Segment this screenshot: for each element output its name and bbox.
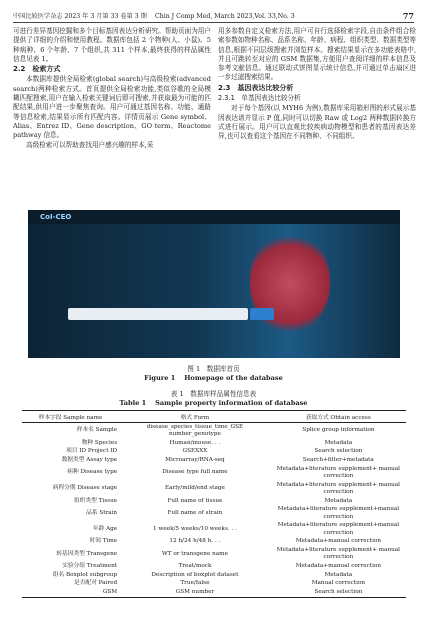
table-cell: Metadata+literature supplement+ manual correction [276, 465, 400, 479]
figure-hero [28, 224, 400, 358]
table-cell: WT or transgene name [161, 550, 228, 557]
table-cell: 病程分期 Disease stage [52, 485, 118, 492]
table-cell: Search selection [271, 588, 406, 597]
table-row [22, 580, 406, 589]
table-cell: GSEXXX [182, 448, 208, 455]
figure-caption-cn: 图 1 数据库首页 [187, 365, 240, 373]
table-cell: 组织类型 Tissue [74, 497, 118, 504]
header-rule [13, 22, 414, 23]
table-cell: 病种 Disease type [67, 469, 118, 476]
table-cell: Early/mild/end stage [164, 485, 225, 492]
table-row [22, 562, 406, 571]
database-logo: CoI-CEO [40, 213, 72, 221]
table-cell: Full name of strain [167, 509, 223, 516]
table-cell: Human/mouse. . . [169, 439, 221, 446]
table-row [22, 448, 406, 457]
table-cell: 组名 Boxplot subgroup [52, 571, 118, 578]
table-row [22, 481, 406, 497]
table-cell: GSM [22, 588, 119, 597]
figure-topbar [28, 210, 400, 224]
table-cell: Metadata+literature supplement+ manual correction [276, 546, 400, 561]
figure-caption [0, 365, 427, 383]
table-row [22, 456, 406, 465]
table-cell: 实验分组 Treatment [62, 562, 118, 569]
paragraph: 可进行差异基因挖掘和多个目标基因表达分析研究。帮助页面为用户提供了详细的介绍和使用教程。数据库包括 2 个物种(人、小鼠)、5 种病种、6 个年龄、7 个组织,共 311 个样本,最终获得的样品属性信息见表 1。 [13, 27, 211, 63]
table-cell: Metadata [324, 497, 353, 504]
paragraph: 高级检索可以帮助查找用户感兴趣的样本,采 [26, 140, 154, 149]
table-cell: 样本名 Sample [76, 427, 118, 434]
section-heading: 2.3 基因表达比较分析 [218, 83, 294, 92]
left-column [13, 27, 211, 150]
table-header-row [22, 411, 406, 423]
figure-search-button [250, 308, 274, 320]
table-body [22, 423, 406, 598]
sample-property-table [22, 410, 406, 598]
table-cell: Metadata [324, 571, 353, 578]
table-row [22, 465, 406, 481]
table-cell: GSM number [119, 588, 271, 597]
table-cell: Metadata+manual correction [295, 562, 381, 569]
table-cell: 转基因类型 Transgene [56, 550, 118, 557]
running-header [13, 10, 414, 21]
table-cell: Search selection [314, 448, 363, 455]
table-cell: disease_species_tissue_time_GSE number_genotype [146, 423, 244, 437]
figure-search-bar [68, 308, 248, 320]
table-cell: Manual correction [311, 580, 366, 587]
table-cell: Metadata [324, 439, 353, 446]
table-cell: Metadata+manual correction [295, 538, 381, 545]
table-cell: 物种 Species [81, 439, 118, 446]
table-cell: 是否配对 Paired [74, 580, 118, 587]
table-cell: Full name of tissue [167, 497, 223, 504]
subsection-heading: 2.3.1 单基因表达比较分析 [218, 94, 301, 103]
table-cell: 1 week/5 weeks/10 weeks. . . [153, 525, 237, 532]
paragraph: 用多参数自定义检索方法,用户可自行选择检索字段,自由条件组合检索参数如物种名称、品系名称、年龄、病程、组织类型、数据类型等信息,根据不同层级搜索并浏览样本。搜索结果显示在多功能表格中,并且可跳转至对应的 GSM 数据集,方便用户查阅详细的样本信息及参考文献信息。通过联动式饼图显示统计信息,并可通过单击扇区进一步过滤搜索结果。 [218, 27, 416, 82]
table-cell: Metadata+literature supplement+manual correction [277, 522, 400, 536]
journal-info: 中国比较医学杂志 2023 年 3 月第 33 卷第 3 期 Chin J Comp Med, March 2023,Vol. 33,No. 3 [13, 13, 295, 20]
figure-caption-en: Figure 1 Homepage of the database [144, 374, 283, 382]
table-cell: Description of boxplot dataset [151, 571, 239, 578]
table-cell: Disease type full name [162, 469, 228, 476]
column-header: 获取方式 Obtain access [271, 411, 406, 423]
table-caption-en: Table 1 Sample property information of database [119, 399, 308, 407]
section-heading: 2.2 检索方式 [13, 65, 61, 74]
right-column [218, 27, 416, 142]
table-cell: Metadata+literature supplement+manual correction [277, 506, 400, 520]
paragraph: 对于每个基因(以 MYH6 为例),数据库采用箱形图的形式展示基因表达谱并显示 P 值,同时可以切换 Raw 或 Log2 两种数据转换方式进行展示。用户可以直观比较疾病动物模型和患者的基因表达差异,也可以查看这个基因在不同物种、不同组织、 [218, 104, 416, 141]
table-cell: Microarray/RNA-seq [165, 457, 225, 463]
table-caption [0, 390, 427, 408]
table-cell: 数据类型 Assay type [61, 457, 118, 463]
table-row [22, 506, 406, 522]
table-cell: Search+filter+metadata [302, 457, 374, 463]
table-cell: Metadata+literature supplement+ manual correction [276, 481, 400, 495]
table-cell: Splice group information [302, 427, 375, 434]
table-cell: 12 h/24 h/48 h. . . [169, 538, 221, 545]
table-cell: True/false [180, 580, 210, 587]
table-row [22, 497, 406, 506]
table-row [22, 522, 406, 538]
paragraph: 本数据库提供全局检索(global search)与高级检索(advanced search)两种检索方式。首页提供全局检索功能,类似谷歌的全局模糊匹配搜索,用户在输入检索关键词后即可搜索,并获取最为可能的匹配结果,供用户进一步聚焦查询。用户可通过基因名称、功能、通路等信息检索,结果显示所有匹配内容。详情页展示 Gene symbol、Alias、Entrez ID、Gene description、GO term、Reactome pathway 信息。 [13, 75, 211, 140]
table-row [22, 546, 406, 562]
table-cell: 时间 Time [89, 538, 118, 545]
table-cell: 年龄 Age [92, 525, 118, 532]
table-cell: 项目 ID Project ID [66, 448, 118, 455]
table-cell: Treat/mock [178, 562, 212, 569]
column-header: 格式 Form [119, 411, 271, 423]
table-row [22, 538, 406, 547]
table-caption-cn: 表 1 数据库样品属性信息表 [170, 390, 257, 398]
table-row [22, 571, 406, 580]
table-row [22, 588, 406, 597]
table-row [22, 439, 406, 448]
table-row [22, 423, 406, 439]
column-header: 样本字段 Sample name [22, 411, 119, 423]
table-cell: 品系 Strain [86, 509, 118, 516]
homepage-screenshot-figure [28, 210, 400, 358]
page-number: 77 [402, 10, 414, 21]
